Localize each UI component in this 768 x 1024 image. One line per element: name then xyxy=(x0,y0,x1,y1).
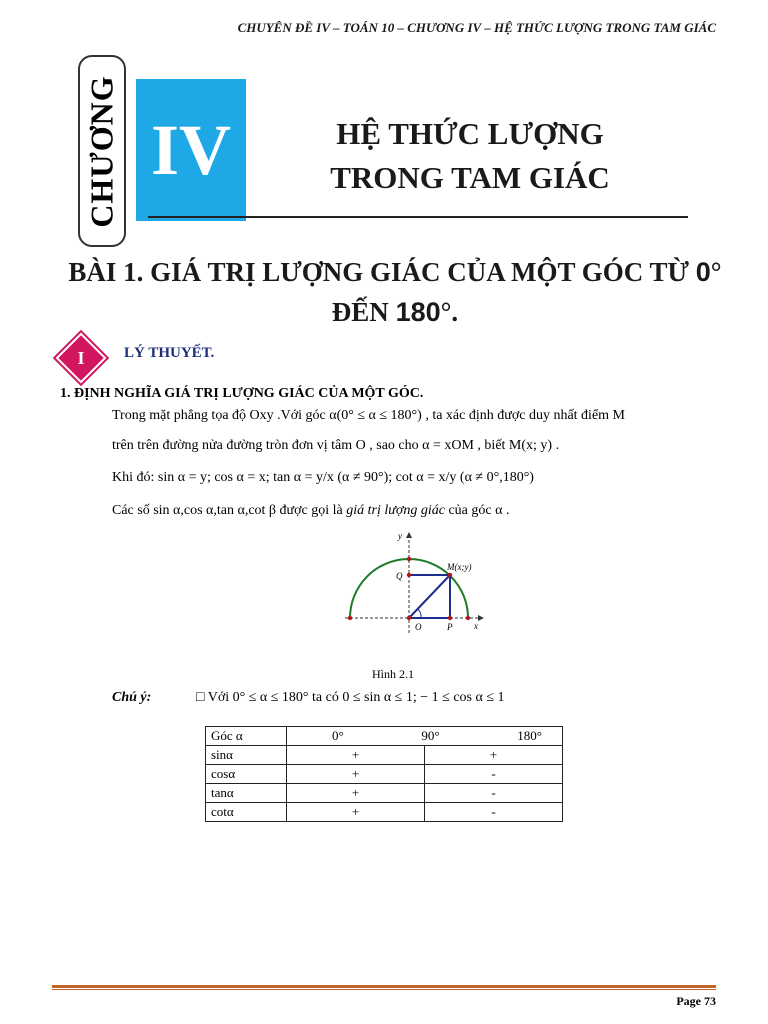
chapter-title-rule xyxy=(148,216,688,218)
table-cell: + xyxy=(287,746,425,765)
fig-label-m: M(x;y) xyxy=(447,562,472,572)
table-cell: cotα xyxy=(206,803,287,822)
table-cell: Góc α xyxy=(206,727,287,746)
table-cell: - xyxy=(424,765,562,784)
fig-label-p: P xyxy=(447,622,453,632)
table-cell: cosα xyxy=(206,765,287,784)
table-cell: + xyxy=(287,803,425,822)
sign-table xyxy=(205,726,563,822)
paragraph-2: trên trên đường nửa đường tròn đơn vị tâm O , sao cho α = xOM , biết M(x; y) . xyxy=(112,438,560,453)
table-header-row xyxy=(206,727,563,746)
table-row xyxy=(206,746,563,765)
table-row xyxy=(206,765,563,784)
chapter-title: HỆ THỨC LƯỢNG TRONG TAM GIÁC xyxy=(330,116,610,195)
fig-label-x: x xyxy=(474,621,478,631)
running-header: CHUYÊN ĐỀ IV – TOÁN 10 – CHƯƠNG IV – HỆ THỨC LƯỢNG TRONG TAM GIÁC xyxy=(237,20,716,35)
paragraph-4: Các số sin α,cos α,tan α,cot β được gọi là giá trị lượng giác của góc α . xyxy=(112,503,510,518)
paragraph-3: Khi đó: sin α = y; cos α = x; tan α = y/x (α ≠ 90°); cot α = x/y (α ≠ 0°,180°) xyxy=(112,470,534,485)
section-number: I xyxy=(77,347,85,368)
table-cell: tanα xyxy=(206,784,287,803)
fig-label-q: Q xyxy=(396,571,403,581)
chapter-word: CHƯƠNG xyxy=(83,74,120,228)
note-text: □ Với 0° ≤ α ≤ 180° ta có 0 ≤ sin α ≤ 1; − 1 ≤ cos α ≤ 1 xyxy=(196,690,505,705)
table-cell: 0° 90° 180° xyxy=(287,727,563,746)
table-cell: + xyxy=(287,784,425,803)
definition-heading: 1. ĐỊNH NGHĨA GIÁ TRỊ LƯỢNG GIÁC CỦA MỘT GÓC. xyxy=(60,386,424,401)
paragraph-1: Trong mặt phẳng tọa độ Oxy .Với góc α(0° ≤ α ≤ 180°) , ta xác định được duy nhất điểm M xyxy=(112,408,625,423)
chapter-numeral: IV xyxy=(136,79,246,221)
fig-label-o: O xyxy=(415,622,422,632)
table-cell: - xyxy=(424,784,562,803)
unit-circle-figure xyxy=(340,528,490,638)
table-row xyxy=(206,803,563,822)
figure-caption: Hình 2.1 xyxy=(372,667,414,681)
fig-label-y: y xyxy=(398,531,402,541)
table-cell: - xyxy=(424,803,562,822)
note-label: Chú ý: xyxy=(112,690,152,705)
table-row xyxy=(206,784,563,803)
section-title: LÝ THUYẾT. xyxy=(124,345,215,361)
page-number: Page 73 xyxy=(676,994,716,1008)
table-cell: + xyxy=(424,746,562,765)
footer-rule xyxy=(52,985,716,988)
lesson-title: BÀI 1. GIÁ TRỊ LƯỢNG GIÁC CỦA MỘT GÓC TỪ 0° ĐẾN 180°. xyxy=(68,257,722,327)
footer-rule-thin xyxy=(52,989,716,990)
table-cell: + xyxy=(287,765,425,784)
table-cell: sinα xyxy=(206,746,287,765)
